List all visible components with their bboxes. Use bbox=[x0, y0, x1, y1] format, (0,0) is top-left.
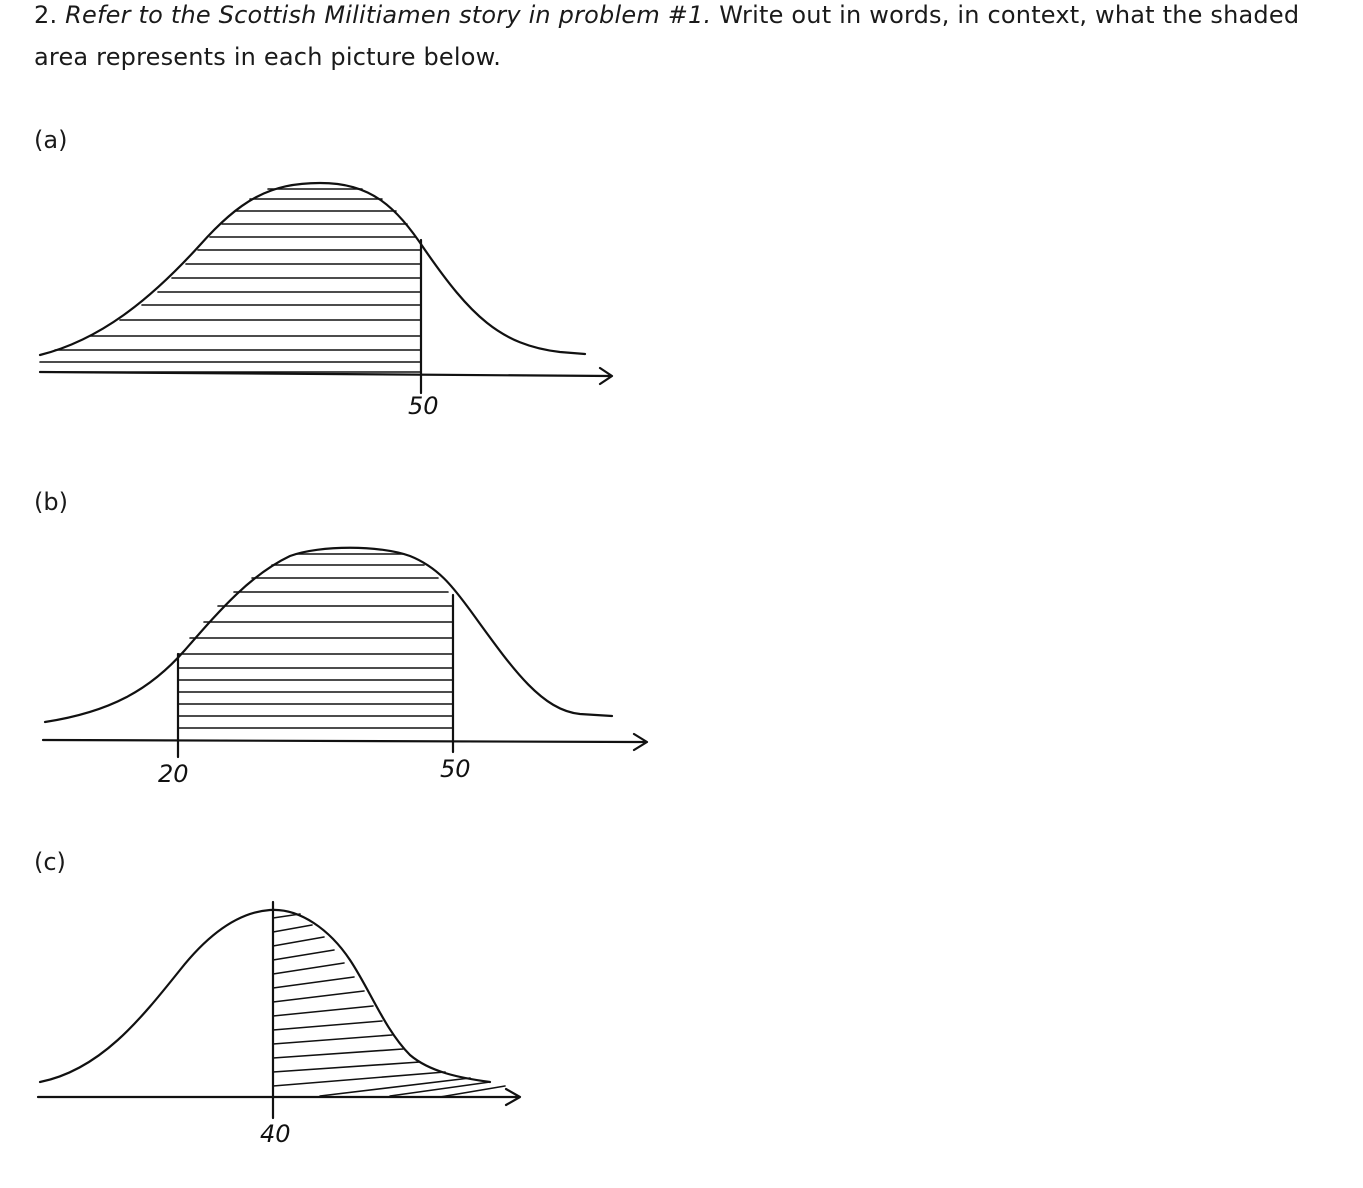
part-a-curve bbox=[40, 183, 585, 355]
part-a-tick-50: 50 bbox=[408, 392, 439, 420]
part-b-axis bbox=[43, 734, 647, 750]
part-c-tick-40: 40 bbox=[260, 1120, 291, 1148]
part-b-shading bbox=[178, 554, 453, 728]
part-c-shading bbox=[273, 914, 505, 1097]
part-a-label: (a) bbox=[34, 126, 68, 154]
part-b-tick-50: 50 bbox=[440, 755, 471, 783]
part-a-figure bbox=[0, 170, 660, 430]
question-instruction: Write out in words, in context, what the shaded area represents in each picture below. bbox=[34, 1, 1300, 71]
part-c-axis bbox=[38, 1089, 520, 1105]
part-c-label: (c) bbox=[34, 848, 66, 876]
part-a-axis bbox=[40, 368, 612, 384]
part-c-figure bbox=[0, 895, 560, 1155]
question-text bbox=[34, 0, 1334, 78]
part-c-curve bbox=[40, 910, 490, 1082]
part-b-curve bbox=[45, 548, 612, 722]
question-number: 2. bbox=[34, 1, 58, 29]
question-reference: Refer to the Scottish Militiamen story in problem #1. bbox=[65, 1, 712, 29]
part-b-label: (b) bbox=[34, 488, 68, 516]
part-b-tick-20: 20 bbox=[158, 760, 189, 788]
part-b-figure bbox=[0, 535, 680, 795]
